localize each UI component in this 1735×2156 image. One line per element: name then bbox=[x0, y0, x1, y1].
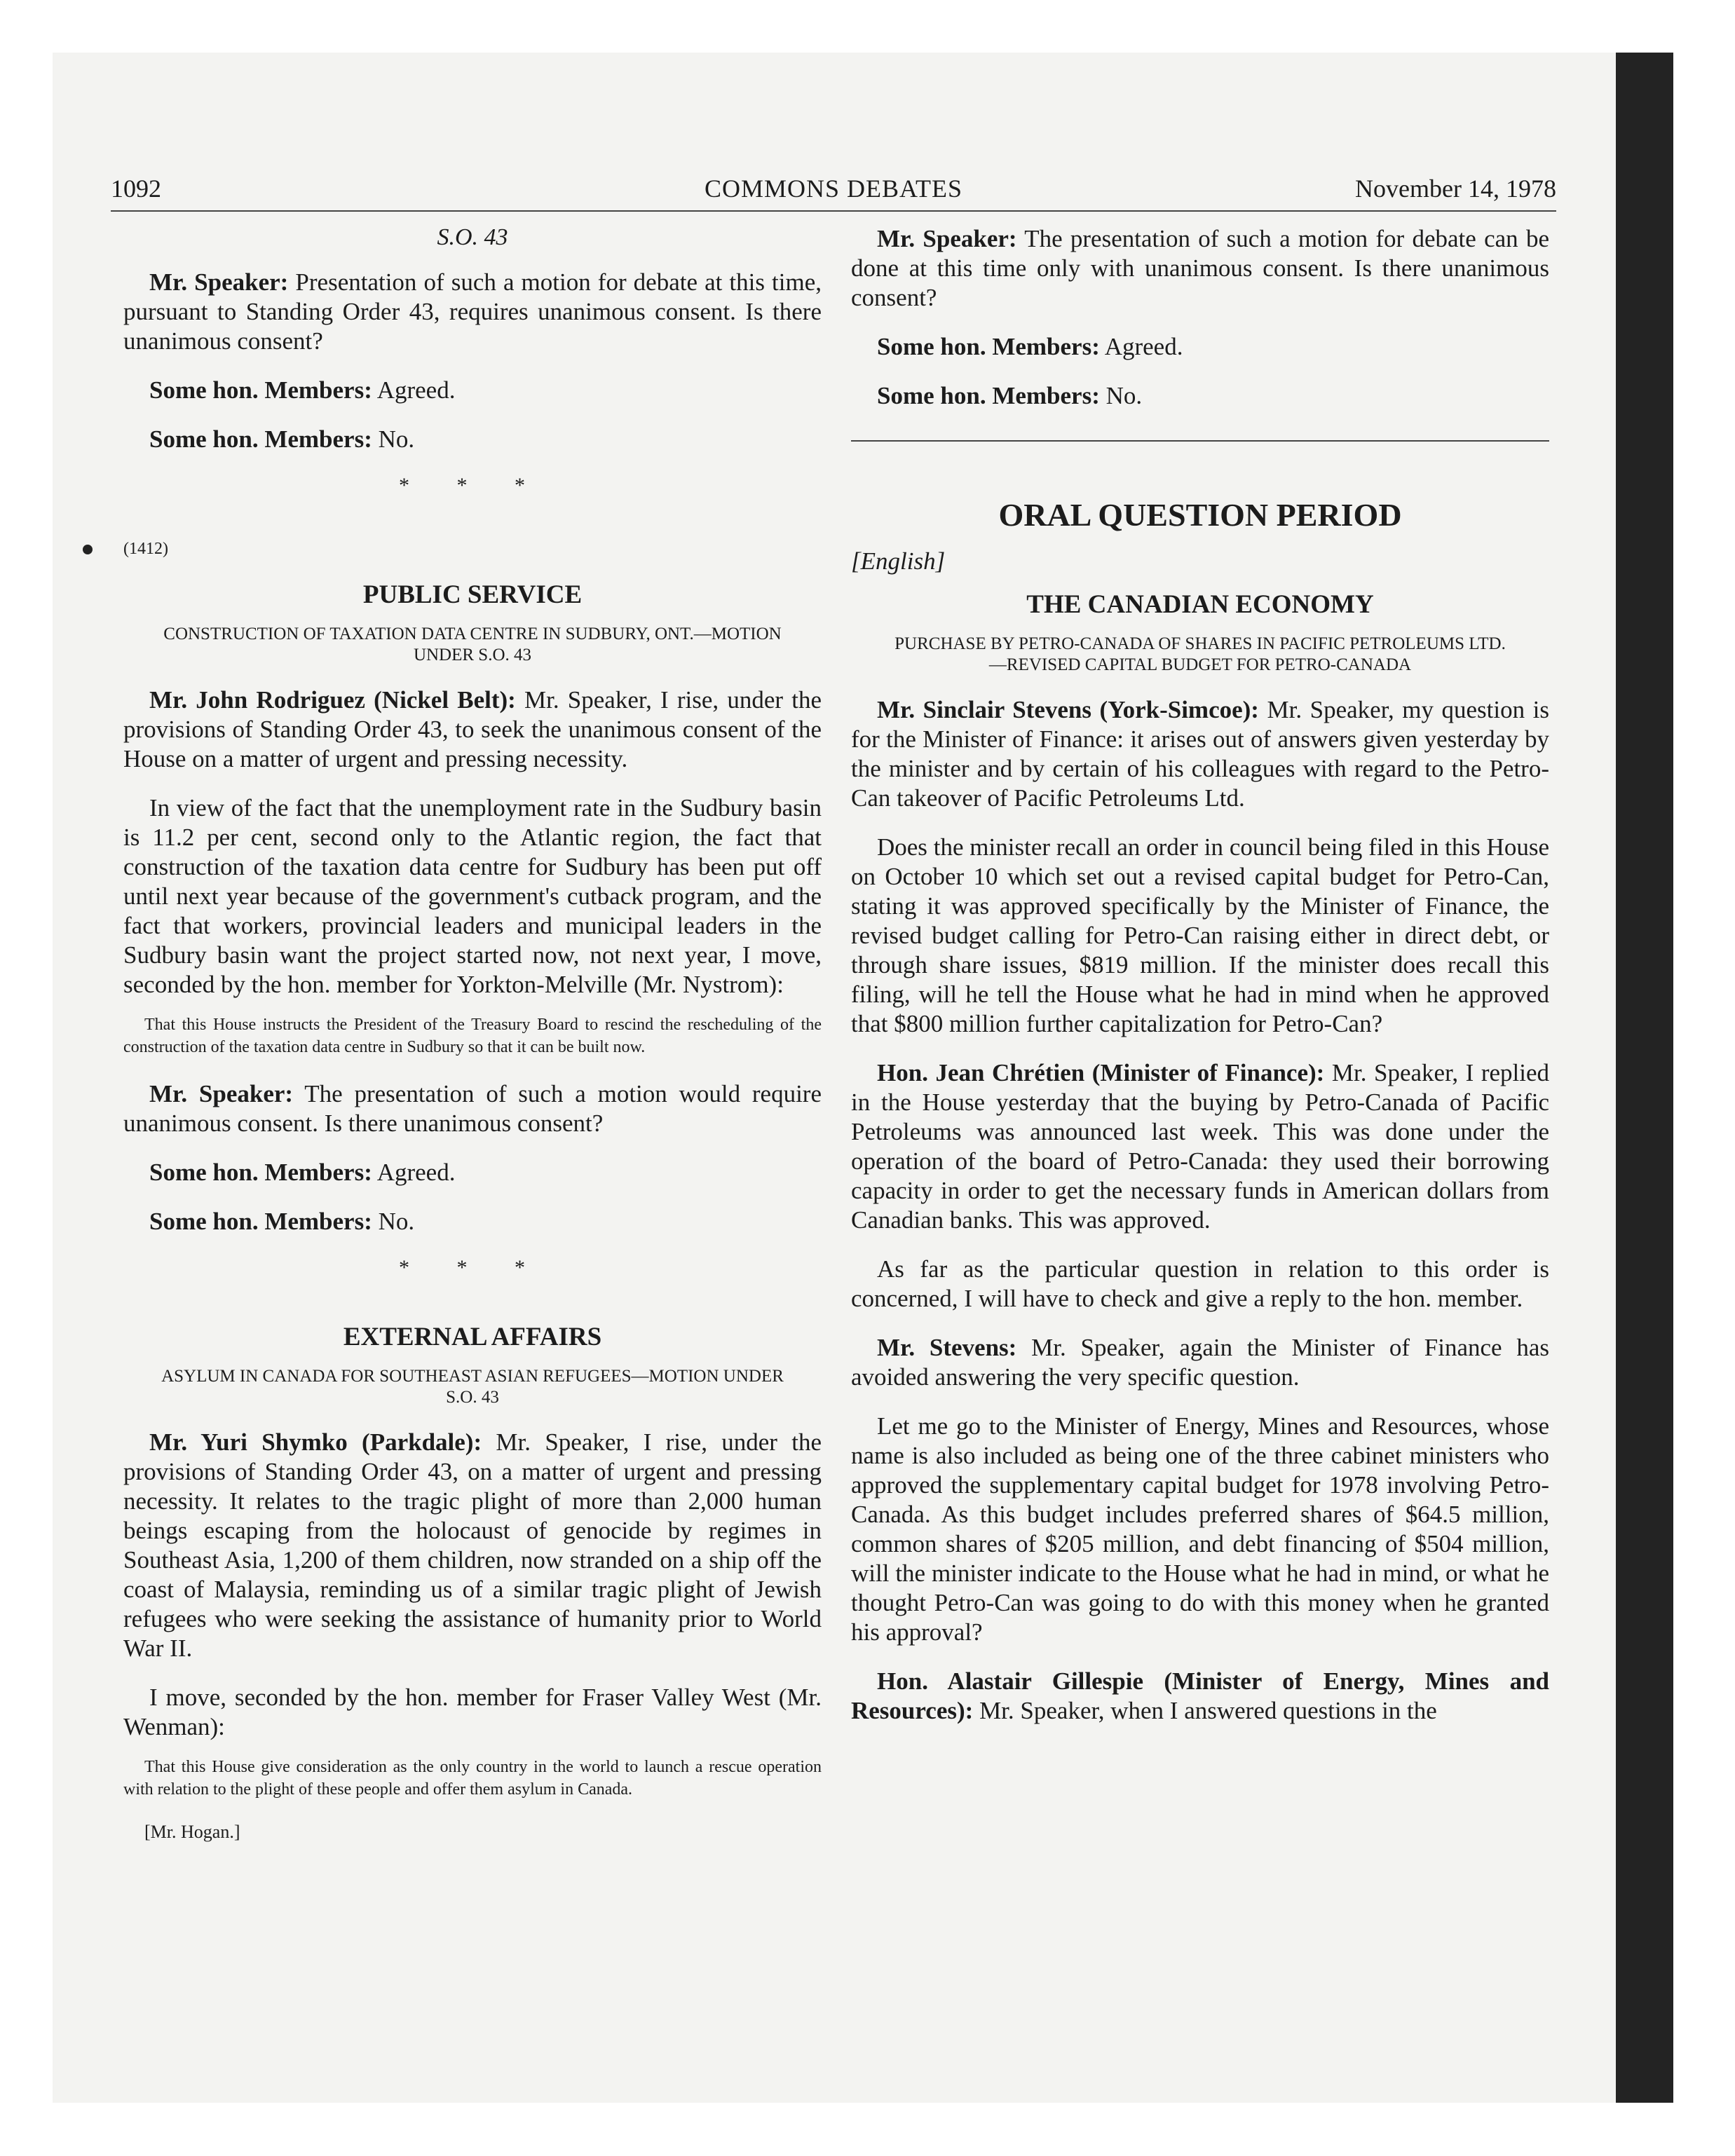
paragraph: Does the minister recall an order in council being filed in this House on October 10 which set out a revised capital budget for Petro-Can, stating it was approved specifically by the Minister of Finance, the revised budget calling for Petro-Can raising either in direct debt, or through share issues, $819 million. If the minister does recall this filing, will he tell the House what he had in mind when he approved that $800 million further capitalization for Petro-Can? bbox=[851, 833, 1549, 1037]
section-separator: * * * bbox=[399, 474, 546, 497]
section-separator: * * * bbox=[399, 1256, 546, 1279]
running-header bbox=[111, 168, 1556, 212]
paragraph: Mr. Speaker: Presentation of such a motion for debate at this time, pursuant to Standing Order 43, requires unanimous consent. Is there unanimous consent? bbox=[123, 268, 822, 355]
right-column bbox=[851, 224, 1549, 1745]
oral-question-period-heading: ORAL QUESTION PERIOD bbox=[998, 497, 1402, 533]
standing-order-heading: S.O. 43 bbox=[437, 224, 508, 250]
bullet-dot-icon bbox=[83, 545, 93, 554]
paragraph: As far as the particular question in relation to this order is concerned, I will have to check and give a reply to the hon. member. bbox=[851, 1255, 1549, 1312]
section-heading: EXTERNAL AFFAIRS bbox=[343, 1323, 602, 1351]
speaker-name: Mr. Speaker: bbox=[149, 268, 289, 296]
speaker-note: [Mr. Hogan.] bbox=[144, 1822, 240, 1842]
motion-text: That this House give consideration as the only country in the world to launch a rescue operation with relation to the plight of these people and offer them asylum in Canada. bbox=[123, 1758, 822, 1799]
paragraph: Hon. Jean Chrétien (Minister of Finance): Mr. Speaker, I replied in the House yesterday that the buying by Petro-Canada of Pacific Petroleums was announced last week. This was done under the operation of the board of Petro-Canada: they used their borrowing capacity in order to get the necessary funds in American dollars from Canadian banks. This was approved. bbox=[851, 1059, 1550, 1234]
paragraph: I move, seconded by the hon. member for Fraser Valley West (Mr. Wenman): bbox=[123, 1684, 822, 1740]
timestamp: (1412) bbox=[123, 540, 822, 559]
speaker-name: Mr. Yuri Shymko (Parkdale): bbox=[149, 1428, 482, 1456]
speaker-name: Mr. Speaker: bbox=[877, 225, 1017, 252]
section-subheading: ASYLUM IN CANADA FOR SOUTHEAST ASIAN REFUGEES—MOTION UNDER S.O. 43 bbox=[161, 1367, 784, 1407]
members-no: Some hon. Members: No. bbox=[149, 1208, 415, 1235]
paragraph: Mr. Speaker: The presentation of such a motion would require unanimous consent. Is there unanimous consent? bbox=[123, 1080, 822, 1137]
members-no: Some hon. Members: No. bbox=[877, 382, 1143, 409]
speaker-name: Hon. Alastair Gillespie (Minister of Energy, Mines and Resources): bbox=[851, 1667, 1549, 1724]
publication-title: COMMONS DEBATES bbox=[704, 175, 963, 203]
speaker-name: Hon. Jean Chrétien (Minister of Finance): bbox=[877, 1059, 1325, 1086]
section-subheading: PURCHASE BY PETRO-CANADA OF SHARES IN PACIFIC PETROLEUMS LTD.—REVISED CAPITAL BUDGET FOR PETRO-CANADA bbox=[894, 634, 1506, 674]
horizontal-rule bbox=[851, 440, 1549, 442]
speaker-name: Mr. Stevens: bbox=[877, 1334, 1017, 1361]
speaker-name: Mr. Sinclair Stevens (York-Simcoe): bbox=[877, 696, 1259, 723]
issue-date: November 14, 1978 bbox=[1355, 175, 1556, 203]
paragraph: In view of the fact that the unemployment rate in the Sudbury basin is 11.2 per cent, second only to the Atlantic region, the fact that construction of the taxation data centre for Sudbury has been put off until next year because of the government's cutback program, and the fact that workers, provincial leaders and municipal leaders in the Sudbury basin want the project started now, not next year, I move, seconded by the hon. member for Yorkton-Melville (Mr. Nystrom): bbox=[123, 794, 822, 998]
paragraph: Mr. John Rodriguez (Nickel Belt): Mr. Speaker, I rise, under the provisions of Standing Order 43, to seek the unanimous consent of the House on a matter of urgent and pressing necessity. bbox=[123, 686, 822, 772]
paragraph: Let me go to the Minister of Energy, Mines and Resources, whose name is also included as being one of the three cabinet ministers who approved the supplementary capital budget for 1978 involving Petro-Canada. As this budget includes preferred shares of $64.5 million, common shares of $205 million, and debt financing of $504 million, will the minister indicate to the House what he had in mind, or what he thought Petro-Can was going to do with this money when he granted his approval? bbox=[851, 1412, 1549, 1646]
members-agreed: Some hon. Members: Agreed. bbox=[149, 1159, 456, 1186]
members-agreed: Some hon. Members: Agreed. bbox=[149, 376, 456, 404]
paragraph: Mr. Stevens: Mr. Speaker, again the Minister of Finance has avoided answering the very specific question. bbox=[851, 1334, 1549, 1391]
section-heading: PUBLIC SERVICE bbox=[362, 580, 583, 609]
speaker-name: Mr. Speaker: bbox=[149, 1080, 294, 1107]
section-subheading: CONSTRUCTION OF TAXATION DATA CENTRE IN SUDBURY, ONT.—MOTION UNDER S.O. 43 bbox=[163, 625, 782, 664]
motion-text: That this House instructs the President of the Treasury Board to rescind the rescheduling of the construction of the taxation data centre in Sudbury so that it can be built now. bbox=[123, 1016, 822, 1056]
members-agreed: Some hon. Members: Agreed. bbox=[877, 333, 1183, 360]
section-heading: THE CANADIAN ECONOMY bbox=[1026, 590, 1374, 619]
page-number: 1092 bbox=[111, 175, 161, 203]
paragraph: Mr. Yuri Shymko (Parkdale): Mr. Speaker, I rise, under the provisions of Standing Order 43, on a matter of urgent and pressing necessity. It relates to the tragic plight of more than 2,000 human beings escaping from the holocaust of genocide by regimes in Southeast Asia, 1,200 of them children, now stranded on a ship off the coast of Malaysia, reminding us of a similar tragic plight of Jewish refugees who were seeking the assistance of humanity prior to World War II. bbox=[123, 1428, 822, 1662]
book-spine-shadow bbox=[1616, 53, 1673, 2103]
language-marker: [English] bbox=[851, 547, 946, 575]
paragraph: Mr. Sinclair Stevens (York-Simcoe): Mr. Speaker, my question is for the Minister of Finance: it arises out of answers given yesterday by the minister and by certain of his colleagues with regard to the Petro-Can takeover of Pacific Petroleums Ltd. bbox=[851, 696, 1549, 812]
members-no: Some hon. Members: No. bbox=[149, 425, 415, 453]
speaker-name: Mr. John Rodriguez (Nickel Belt): bbox=[149, 686, 516, 714]
paragraph: Hon. Alastair Gillespie (Minister of Energy, Mines and Resources): Mr. Speaker, when I answered questions in the bbox=[851, 1667, 1549, 1724]
paragraph: Mr. Speaker: The presentation of such a motion for debate can be done at this time only with unanimous consent. Is there unanimous consent? bbox=[851, 225, 1549, 311]
left-column bbox=[123, 224, 822, 1864]
